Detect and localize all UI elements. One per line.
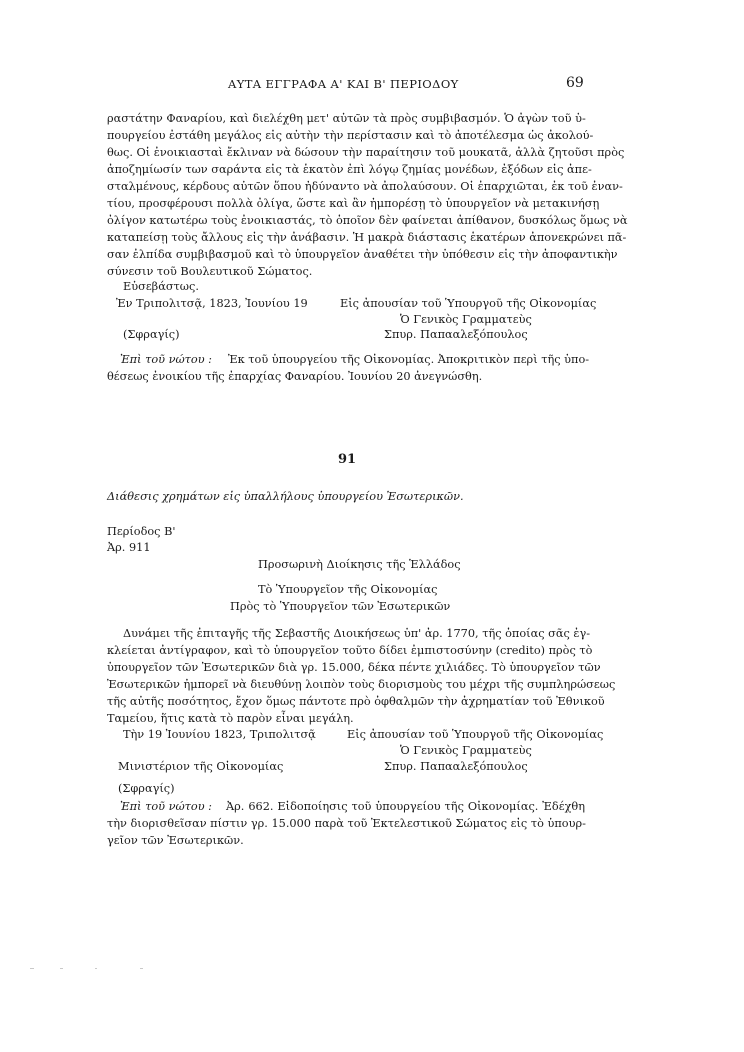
address-line-1: Προσωρινὴ Διοίκησις τῆς Ἑλλάδος — [258, 558, 461, 571]
verso-line: τὴν διορισθεῖσαν πίστιν γρ. 15.000 παρὰ τοῦ Ἐκτελεστικοῦ Σώματος εἰς τὸ ὑπουρ- — [107, 817, 586, 830]
text-line: σύνεσιν τοῦ Βουλευτικοῦ Σώματος. — [107, 265, 313, 278]
text-line: κλείεται ἀντίγραφον, καὶ τὸ ὑπουργεῖον τοῦτο δίδει ἐμπιστοσύνην (credito) πρὸς τὸ — [107, 644, 593, 657]
text-line: ὑπουργεῖον τῶν Ἐσωτερικῶν διὰ γρ. 15.000, δέκα πέντε χιλιάδες. Τὸ ὑπουργεῖον τῶν — [107, 661, 601, 674]
address-line-3: Πρὸς τὸ Ὑπουργεῖον τῶν Ἐσωτερικῶν — [230, 600, 451, 613]
doc90-body — [107, 110, 628, 280]
text-line: τίου, προσφέρουσι πολλὰ ὀλίγα, ὥστε καὶ ἂν ἠμπορέσῃ τὸ ὑπουργεῖον νὰ μετακινήσῃ — [107, 197, 600, 210]
scan-speck — [60, 968, 63, 969]
verso-line: Ἀρ. 662. Εἰδοποίησις τοῦ ὑπουργείου τῆς Οἰκονομίας. Ἐδέχθη — [226, 800, 585, 813]
document-date: Τὴν 19 Ἰουνίου 1823, Τριπολιτσᾷ — [123, 728, 316, 741]
signature-name: Σπυρ. Παπααλεξόπουλος — [384, 328, 528, 341]
seal-note: (Σφραγίς) — [123, 328, 180, 341]
verso-label: Ἐπὶ τοῦ νώτου : — [120, 353, 212, 366]
signature-line-1: Εἰς ἀπουσίαν τοῦ Ὑπουργοῦ τῆς Οἰκονομίας — [340, 297, 597, 310]
verso-line: Ἐκ τοῦ ὑπουργείου τῆς Οἰκονομίας. Ἀποκριτικὸν περὶ τῆς ὑπο- — [228, 353, 590, 366]
text-line: σαν ἐλπίδα συμβιβασμοῦ καὶ τὸ ὑπουργεῖον ἀναθέτει τὴν ὑπόθεσιν εἰς τὴν ἀποφαντικὴν — [107, 248, 618, 261]
page-number: 69 — [566, 75, 584, 91]
doc91-body — [107, 625, 616, 727]
document-number: 91 — [338, 452, 357, 467]
signature-line-2: Ὁ Γενικὸς Γραμματεὺς — [400, 313, 532, 326]
text-line: Δυνάμει τῆς ἐπιταγῆς τῆς Σεβαστῆς Διοικήσεως ὑπ' ἀρ. 1770, τῆς ὁποίας σᾶς ἐγ- — [123, 627, 591, 640]
scan-speck — [30, 968, 34, 969]
running-header: ΑΥΤΑ ΕΓΓΡΑΦΑ Α' ΚΑΙ Β' ΠΕΡΙΟΔΟΥ — [228, 77, 459, 91]
signature-name: Σπυρ. Παπααλεξόπουλος — [384, 760, 528, 773]
text-line: ραστάτην Φαναρίου, καὶ διελέχθη μετ' αὐτῶν τὰ πρὸς συμβιβασμόν. Ὁ ἀγὼν τοῦ ὑ- — [107, 112, 586, 125]
reference-number: Ἀρ. 911 — [107, 541, 151, 554]
ministry-label: Μινιστέριον τῆς Οἰκονομίας — [118, 760, 284, 773]
verso-line: γεῖον τῶν Ἐσωτερικῶν. — [107, 834, 244, 847]
signature-line-1: Εἰς ἀπουσίαν τοῦ Ὑπουργοῦ τῆς Οἰκονομίας — [347, 728, 604, 741]
seal-note: (Σφραγίς) — [118, 782, 175, 795]
text-line: ὀλίγον κατωτέρω τοὺς ἐνοικιαστάς, τὸ ὁποῖον δὲν φαίνεται ἀπίθανον, δυσκόλως ὅμως νὰ — [107, 214, 628, 227]
closing-salutation: Εὐσεβάστως. — [123, 280, 199, 293]
text-line: θως. Οἱ ἐνοικιασταὶ ἔκλιναν νὰ δώσουν τὴν παραίτησιν τοῦ μουκατᾶ, ἀλλὰ ζητοῦσι πρὸς — [107, 146, 625, 159]
signature-line-2: Ὁ Γενικὸς Γραμματεὺς — [400, 744, 532, 757]
place-date: Ἐν Τριπολιτσᾷ, 1823, Ἰουνίου 19 — [116, 297, 308, 310]
period-label: Περίοδος Β' — [107, 525, 176, 538]
text-line: πουργείου ἐστάθη μεγάλος εἰς αὐτὴν τὴν περίστασιν καὶ τὸ ἀποτέλεσμα ὡς ἀκολού- — [107, 129, 594, 142]
address-line-2: Τὸ Ὑπουργεῖον τῆς Οἰκονομίας — [258, 583, 438, 596]
text-line: Ταμείου, ἥτις κατὰ τὸ παρὸν εἶναι μεγάλη. — [107, 712, 354, 725]
verso-line: θέσεως ἐνοικίου τῆς ἐπαρχίας Φαναρίου. Ἰουνίου 20 ἀνεγνώσθη. — [107, 370, 483, 383]
scan-speck — [140, 968, 143, 969]
text-line: καταπείσῃ τοὺς ἄλλους εἰς τὴν ἀνάβασιν. Ἡ μακρὰ διάστασις ἑκατέρων ἀπονεκρώνει πᾶ- — [107, 231, 627, 244]
verso-label: Ἐπὶ τοῦ νώτου : — [120, 800, 212, 813]
scan-speck — [95, 968, 97, 969]
text-line: ἀποζημίωσίν των σαράντα εἰς τὰ ἑκατὸν ἐπὶ λόγῳ ζημίας μονέδων, ἐξόδων εἰς ἀπε- — [107, 163, 592, 176]
text-line: τῆς αὐτῆς ποσότητος, ἔχον ὅμως πάντοτε πρὸ ὀφθαλμῶν τὴν ἀχρηματίαν τοῦ Ἐθνικοῦ — [107, 695, 605, 708]
document-heading: Διάθεσις χρημάτων εἰς ὑπαλλήλους ὑπουργείου Ἐσωτερικῶν. — [107, 490, 464, 503]
text-line: σταλμένους, κέρδους αὐτῶν ὅπου ἠδύναντο νὰ ἀπολαύσουν. Οἱ ἐπαρχιῶται, ἐκ τοῦ ἐναν- — [107, 180, 623, 193]
text-line: Ἐσωτερικῶν ἠμπορεῖ νὰ διευθύνῃ λοιπὸν τοὺς διορισμοὺς του μέχρι τῆς συμπληρώσεως — [107, 678, 616, 691]
